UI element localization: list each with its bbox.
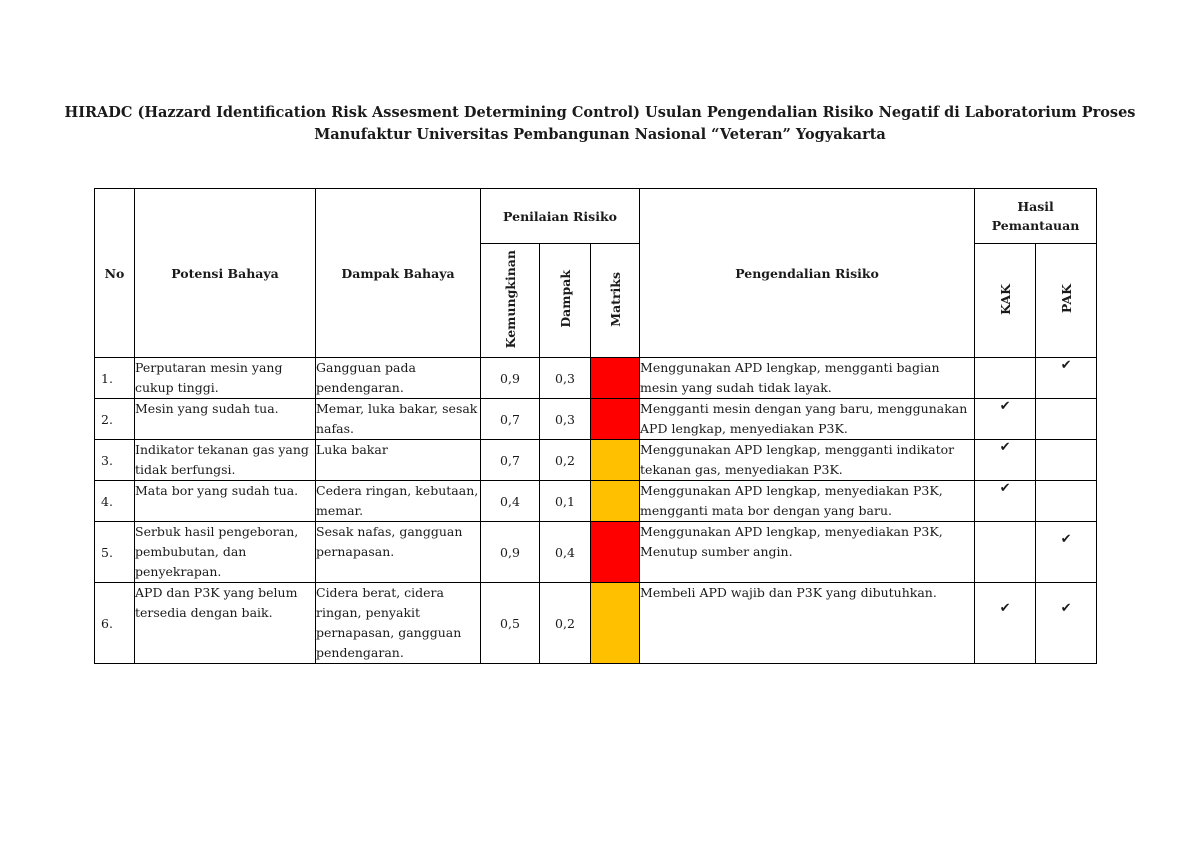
table-header [95,189,1097,358]
cell-no: 1. [95,358,135,399]
table-row [95,481,1097,522]
cell-pengendalian-risiko: Menggunakan APD lengkap, menyediakan P3K, mengganti mata bor dengan yang baru. [640,481,975,522]
cell-no: 4. [95,481,135,522]
cell-dampak: 0,3 [540,358,591,399]
cell-pengendalian-risiko: Mengganti mesin dengan yang baru, menggunakan APD lengkap, menyediakan P3K. [640,399,975,440]
header-dampak: Dampak [557,270,573,328]
cell-kemungkinan: 0,9 [481,358,540,399]
cell-kak-check [975,522,1036,583]
title-line-2: Manufaktur Universitas Pembangunan Nasional “Veteran” Yogyakarta [314,126,886,143]
title-line-1: HIRADC (Hazzard Identification Risk Assesment Determining Control) Usulan Pengendalian Risiko Negatif di Laboratorium Proses [64,104,1136,121]
cell-kak-check: ✔ [975,481,1036,522]
cell-potensi-bahaya: Mata bor yang sudah tua. [135,481,316,522]
cell-dampak: 0,2 [540,440,591,481]
cell-no: 2. [95,399,135,440]
cell-dampak-bahaya: Gangguan pada pendengaran. [316,358,481,399]
cell-kemungkinan: 0,7 [481,399,540,440]
cell-dampak: 0,4 [540,522,591,583]
header-pengendalian-risiko: Pengendalian Risiko [640,189,975,358]
cell-pengendalian-risiko: Menggunakan APD lengkap, menyediakan P3K, Menutup sumber angin. [640,522,975,583]
cell-no: 6. [95,583,135,664]
cell-pak-check [1036,481,1097,522]
header-penilaian-risiko: Penilaian Risiko [481,189,640,244]
cell-matriks-swatch [591,583,640,664]
cell-dampak-bahaya: Sesak nafas, gangguan pernapasan. [316,522,481,583]
table-row [95,440,1097,481]
cell-matriks-swatch [591,522,640,583]
cell-potensi-bahaya: Perputaran mesin yang cukup tinggi. [135,358,316,399]
cell-kak-check: ✔ [975,583,1036,664]
table-row [95,399,1097,440]
cell-potensi-bahaya: Indikator tekanan gas yang tidak berfungsi. [135,440,316,481]
cell-kemungkinan: 0,7 [481,440,540,481]
hiradc-table [94,188,1097,664]
cell-dampak-bahaya: Memar, luka bakar, sesak nafas. [316,399,481,440]
table-row [95,522,1097,583]
cell-dampak-bahaya: Cidera berat, cidera ringan, penyakit pernapasan, gangguan pendengaran. [316,583,481,664]
cell-pak-check [1036,440,1097,481]
cell-potensi-bahaya: APD dan P3K yang belum tersedia dengan baik. [135,583,316,664]
cell-pak-check: ✔ [1036,358,1097,399]
header-potensi-bahaya: Potensi Bahaya [135,189,316,358]
header-matriks: Matriks [607,271,623,327]
cell-kemungkinan: 0,9 [481,522,540,583]
cell-dampak-bahaya: Luka bakar [316,440,481,481]
cell-matriks-swatch [591,399,640,440]
header-kemungkinan: Kemungkinan [502,249,518,349]
cell-pengendalian-risiko: Menggunakan APD lengkap, mengganti bagian mesin yang sudah tidak layak. [640,358,975,399]
header-pak: PAK [1058,284,1074,314]
cell-no: 5. [95,522,135,583]
cell-kak-check: ✔ [975,440,1036,481]
cell-kemungkinan: 0,5 [481,583,540,664]
cell-kak-check [975,358,1036,399]
header-dampak-cell [540,244,591,358]
cell-kemungkinan: 0,4 [481,481,540,522]
cell-pak-check: ✔ [1036,583,1097,664]
header-kak: KAK [997,283,1013,315]
header-kak-cell [975,244,1036,358]
header-kemungkinan-cell [481,244,540,358]
cell-potensi-bahaya: Serbuk hasil pengeboran, pembubutan, dan penyekrapan. [135,522,316,583]
cell-dampak: 0,2 [540,583,591,664]
cell-pengendalian-risiko: Menggunakan APD lengkap, mengganti indikator tekanan gas, menyediakan P3K. [640,440,975,481]
cell-kak-check: ✔ [975,399,1036,440]
cell-pengendalian-risiko: Membeli APD wajib dan P3K yang dibutuhkan. [640,583,975,664]
cell-dampak-bahaya: Cedera ringan, kebutaan, memar. [316,481,481,522]
cell-pak-check [1036,399,1097,440]
header-dampak-bahaya: Dampak Bahaya [316,189,481,358]
header-pak-cell [1036,244,1097,358]
cell-potensi-bahaya: Mesin yang sudah tua. [135,399,316,440]
header-no: No [95,189,135,358]
header-hasil-pemantauan: Hasil Pemantauan [975,189,1097,244]
table-body [95,358,1097,664]
table-row [95,358,1097,399]
table-row [95,583,1097,664]
cell-pak-check: ✔ [1036,522,1097,583]
cell-no: 3. [95,440,135,481]
cell-dampak: 0,1 [540,481,591,522]
cell-dampak: 0,3 [540,399,591,440]
cell-matriks-swatch [591,481,640,522]
cell-matriks-swatch [591,358,640,399]
header-matriks-cell [591,244,640,358]
document-title [60,102,1140,146]
cell-matriks-swatch [591,440,640,481]
